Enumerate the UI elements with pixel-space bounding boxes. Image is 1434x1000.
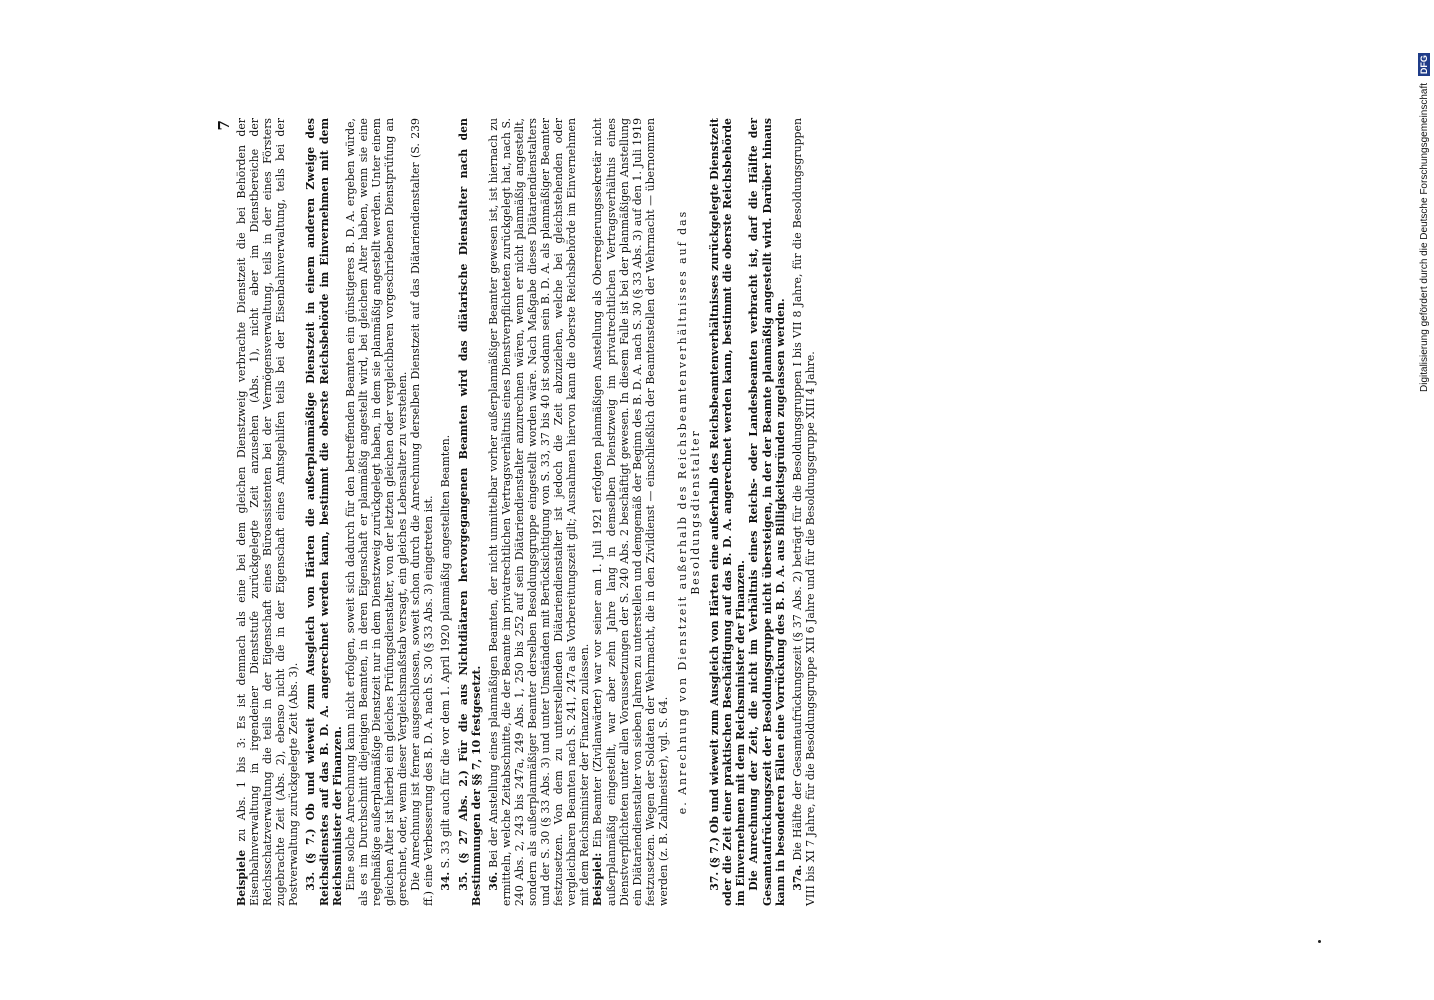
paragraph-text: Bei der Anstellung eines planmäßigen Beamten, der nicht unmittelbar vorher außerplanmäßiger Beamter gewesen ist, ist hiernach zu ermitteln, welche Zeitabschnitte, die der Beamte im privatrechtlichen Vertragsverhältnis eines Dienstverpflichteten zurückgelegt hat, nach S. 240 Abs. 2, 243 bis 247a, 249 Abs. 1, 250 bis 252 auf sein Diätariendienstalter anzurechnen wären, wenn er nicht planmäßig angestellt, sondern als außerplanmäßiger Beamter derselben Besoldungsgruppe eingestellt worden wäre. Nach Maßgabe dieses Diätariendienstalters und der S. 30 (§ 33 Abs. 3) und unter Umständen mit Berücksichtigung von S. 33, 37 bis 40 ist sodann sein B. D. A. als planmäßiger Beamter festzusetzen. Von dem zu unterstellenden Diätariendienstalter ist jedoch die Zeit abzuziehen, welche bei gleichstehenden oder vergleichbaren Beamten nach S. 241, 247a als Vorbereitungszeit gilt; Ausnahmen hiervon kann die oberste Reichsbehörde im Einvernehmen mit dem Reichsminister der Finanzen zulassen. bbox=[486, 118, 592, 906]
paragraph-lead: 37. bbox=[708, 871, 722, 891]
paragraph-lead: 35. bbox=[456, 871, 470, 891]
paragraph-lead: 36. bbox=[486, 871, 500, 891]
paragraph-text: Eine solche Anrechnung kann nicht erfolgen, soweit sich dadurch für den betreffenden Beamten ein günstigeres B. D. A. ergeben würde, als es im Durchschnitt diejenigen Beamten, in deren Eigenschaft er planmäßig angestellt wird, bei gleichem Alter haben, wenn sie eine regelmäßige außerplanmäßige Dienstzeit nur in dem Dienstzweig zurückgelegt haben, in dem sie planmäßig angestellt werden. Unter einem gleichen Alter ist hierbei ein gleiches Prüfungsdienstalter, von der letzten gleichen oder vergleichbaren vorgeschriebenen Dienstprüfung an gerechnet, oder, wenn dieser Vergleichsmaßstab versagt, ein gleiches Lebensalter zu verstehen. bbox=[343, 118, 410, 906]
paragraph-37 bbox=[708, 118, 747, 906]
paragraph-text: (§ 27 Abs. 2.) Für die aus Nichtdiätaren hervorgegangenen Beamten wird das diätarische Dienstalter nach den Bestimmungen der §§ 7, 10 festgesetzt. bbox=[456, 118, 483, 906]
paragraph-text: Die Anrechnung ist ferner ausgeschlossen, soweit schon durch die Anrechnung derselben Dienstzeit auf das Diätariendienstalter (S. 239 ff.) eine Verbesserung des B. D. A. nach S. 30 (§ 33 Abs. 3) eingetreten ist. bbox=[409, 118, 436, 906]
paragraph-text: Die Anrechnung der Zeit, die nicht im Verhältnis eines Reichs- oder Landesbeamten verbracht ist, darf die Hälfte der Gesamtaufrückungszeit der Besoldungsgruppe nicht übersteigen, in der der Beamte planmäßig angestellt wird. Darüber hinaus kann in besonderen Fällen eine Vorrückung des B. D. A. aus Billigkeitsgründen zugelassen werden. bbox=[747, 118, 787, 906]
page-number: 7 bbox=[215, 120, 233, 131]
paragraph-33-body-1 bbox=[344, 118, 409, 906]
section-heading-line: e. Anrechnung von Dienstzeit außerhalb des Reichsbeamtenverhältnisses auf das bbox=[676, 209, 689, 815]
paragraph-lead: 33. bbox=[304, 871, 318, 891]
paragraph-beispiel bbox=[591, 118, 670, 906]
paragraph-text: zu Abs. 1 bis 3: Es ist demnach als eine bei dem gleichen Dienstzweig verbrachte Dienstzeit die bei Behörden der Eisenbahnverwaltung in irgendeiner Dienststufe zurückgelegte Zeit anzusehen (Abs. 1), nicht aber im Dienstbereiche der Reichsschatzverwaltung die teils in der Eigenschaft eines Büroassistenten bei der Vermögensverwaltung, teils in der eines Försters zugebrachte Zeit (Abs. 2), ebenso nicht die in der Eigenschaft eines Amtsgehilfen teils bei der Eisenbahnverwaltung, teils bei der Postverwaltung zurückgelegte Zeit (Abs. 3). bbox=[235, 118, 301, 906]
paragraph-37-body bbox=[747, 118, 786, 906]
section-heading-line: Besoldungsdienstalter bbox=[689, 429, 703, 595]
paragraph-text: Die Hälfte der Gesamtaufrückungszeit (§ 37 Abs. 2) beträgt für die Besoldungsgruppen I bis VII 8 Jahre, für die Besoldungsgruppen VIII bis XI 7 Jahre, für die Besoldungsgruppe XII 6 Jahre und für die Besoldungsgruppe XIII 4 Jahre. bbox=[790, 118, 817, 906]
section-heading bbox=[676, 118, 702, 906]
paragraph-35 bbox=[457, 118, 483, 906]
paragraph-beispiele bbox=[235, 118, 300, 906]
paragraph-lead: Beispiele bbox=[235, 849, 248, 906]
paragraph-36 bbox=[487, 118, 592, 906]
dfg-margin-note bbox=[1418, 7, 1432, 392]
scan-speck bbox=[1318, 940, 1321, 943]
paragraph-34 bbox=[439, 118, 452, 906]
paragraph-33-body-2 bbox=[409, 118, 435, 906]
dfg-logo: DFG bbox=[1419, 55, 1429, 75]
paragraph-37a bbox=[791, 118, 817, 906]
paragraph-33 bbox=[304, 118, 343, 906]
paragraph-text: Ein Beamter (Zivilanwärter) war vor seiner am 1. Juli 1921 erfolgten planmäßigen Anstellung als Oberregierungssekretär nicht außerplanmäßig eingestellt, war aber zehn Jahre lang in demselben Dienstzweig im privatrechtlichen Vertragsverhältnis eines Dienstverpflichteten unter allen Voraussetzungen der S. 240 Abs. 2 beschäftigt gewesen. In diesem Falle ist bei der planmäßigen Anstellung ein Diätariendienstalter von sieben Jahren zu unterstellen und demgemäß der Beginn des B. D. A. nach S. 30 (§ 33 Abs. 3) auf den 1. Juli 1919 festzusetzen. Wegen der Soldaten der Wehrmacht, die in den Zivildienst — einschließlich der Beamtenstellen der Wehrmacht — übernommen werden (z. B. Zahlmeister), vgl. S. 64. bbox=[591, 118, 670, 906]
paragraph-lead: 34. bbox=[439, 871, 453, 891]
paragraph-text: (§ 7.) Ob und wieweit zum Ausgleich von Härten eine außerhalb des Reichsbeamtenverhältnisses zurückgelegte Dienstzeit oder die Zeit einer praktischen Beschäftigung auf das B. D. A. angerechnet werden kann, bestimmt die oberste Reichsbehörde im Einvernehmen mit dem Reichsminister der Finanzen. bbox=[708, 118, 748, 906]
document-page bbox=[207, 112, 887, 912]
margin-note-text: Digitalisierung gefördert durch die Deutsche Forschungsgemeinschaft bbox=[1419, 82, 1430, 392]
paragraph-lead: Beispiel: bbox=[591, 852, 605, 906]
paragraph-text: (§ 7.) Ob und wieweit zum Ausgleich von Härten die außerplanmäßige Dienstzeit in einem anderen Zweige des Reichsdienstes auf das B. D. A. angerechnet werden kann, bestimmt die oberste Reichsbehörde im Einvernehmen mit dem Reichsminister der Finanzen. bbox=[304, 118, 344, 906]
paragraph-text: S. 33 gilt auch für die vor dem 1. April 1920 planmäßig angestellten Beamten. bbox=[439, 434, 453, 869]
paragraph-lead: 37a. bbox=[790, 864, 804, 891]
